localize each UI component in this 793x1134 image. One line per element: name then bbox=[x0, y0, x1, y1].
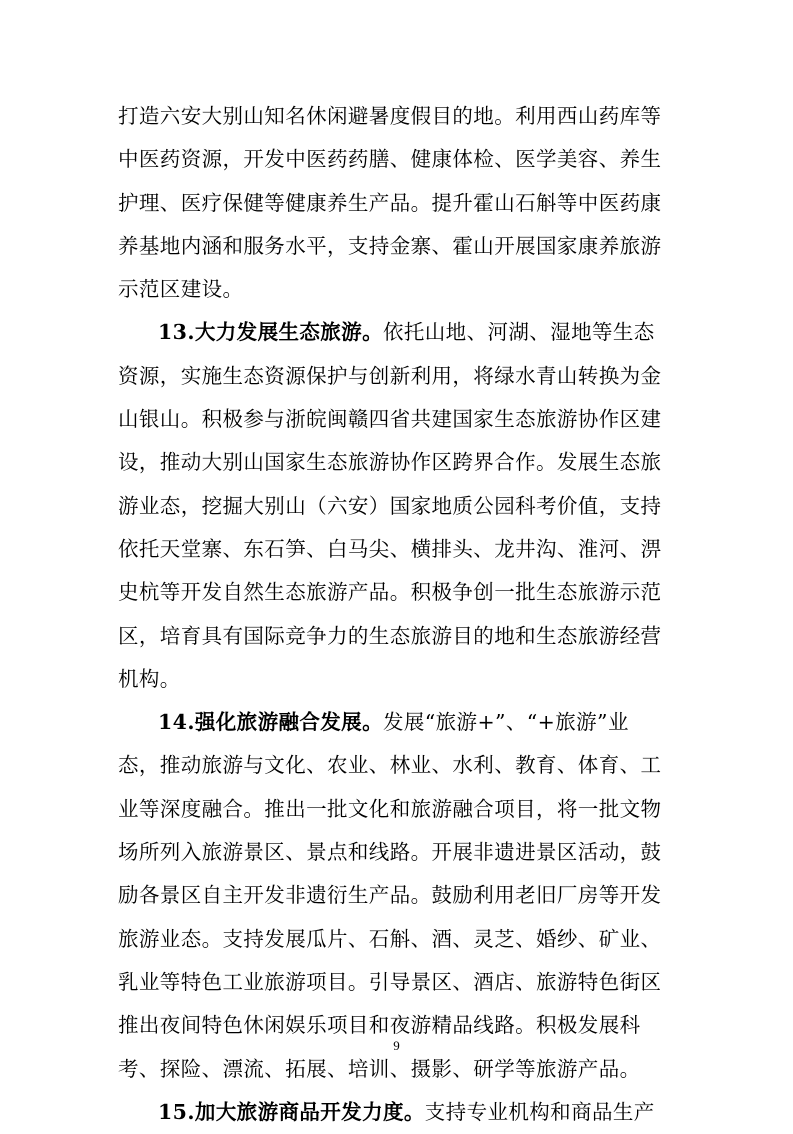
text-line: 区，培育具有国际竞争力的生态旅游目的地和生态旅游经营 bbox=[118, 623, 662, 648]
text-line: 推出夜间特色休闲娱乐项目和夜游精品线路。积极发展科 bbox=[118, 1013, 641, 1038]
text-line: 资源，实施生态资源保护与创新利用，将绿水青山转换为金 bbox=[118, 363, 662, 388]
text-line: 业等深度融合。推出一批文化和旅游融合项目，将一批文物 bbox=[118, 796, 662, 821]
text-line: 乳业等特色工业旅游项目。引导景区、酒店、旅游特色街区 bbox=[118, 969, 662, 994]
text-line: 场所列入旅游景区、景点和线路。开展非遗进景区活动，鼓 bbox=[118, 840, 662, 865]
text-line: 示范区建设。 bbox=[118, 277, 244, 302]
text-line: 打造六安大别山知名休闲避暑度假目的地。利用西山药库等 bbox=[118, 104, 662, 128]
text-line: 态，推动旅游与文化、农业、林业、水利、教育、体育、工 bbox=[118, 753, 662, 778]
text-line: 游业态，挖掘大别山（六安）国家地质公园科考价值，支持 bbox=[118, 493, 662, 518]
text-line: 机构。 bbox=[118, 666, 181, 691]
section-text: 支持专业机构和商品生产 bbox=[424, 1099, 655, 1124]
text-line: 旅游业态。支持发展瓜片、石斛、酒、灵芝、婚纱、矿业、 bbox=[118, 926, 662, 951]
section-heading-13: 13.大力发展生态旅游。 bbox=[158, 320, 383, 345]
section-heading-14: 14.强化旅游融合发展。 bbox=[158, 710, 383, 735]
text-line: 设，推动大别山国家生态旅游协作区跨界合作。发展生态旅 bbox=[118, 450, 662, 475]
text-line: 中医药资源，开发中医药药膳、健康体检、医学美容、养生 bbox=[118, 147, 662, 172]
page-number: 9 bbox=[393, 1038, 400, 1053]
document-body bbox=[118, 95, 680, 1134]
section-15-first-line bbox=[118, 1091, 680, 1134]
text-line: 护理、医疗保健等健康养生产品。提升霍山石斛等中医药康 bbox=[118, 190, 662, 215]
section-13-first-line bbox=[118, 311, 680, 354]
text-line: 依托天堂寨、东石笋、白马尖、横排头、龙井沟、淮河、淠 bbox=[118, 536, 662, 561]
text-line: 史杭等开发自然生态旅游产品。积极争创一批生态旅游示范 bbox=[118, 580, 662, 605]
section-heading-15: 15.加大旅游商品开发力度。 bbox=[158, 1099, 425, 1124]
section-text: 依托山地、河湖、湿地等生态 bbox=[382, 320, 655, 345]
text-line: 山银山。积极参与浙皖闽赣四省共建国家生态旅游协作区建 bbox=[118, 407, 662, 432]
text-line: 励各景区自主开发非遗衍生产品。鼓励利用老旧厂房等开发 bbox=[118, 883, 662, 908]
section-14-first-line bbox=[118, 701, 680, 744]
section-text: 发展“旅游+”、“+旅游”业 bbox=[382, 710, 629, 735]
text-line: 考、探险、漂流、拓展、培训、摄影、研学等旅游产品。 bbox=[118, 1056, 641, 1081]
text-line: 养基地内涵和服务水平，支持金寨、霍山开展国家康养旅游 bbox=[118, 233, 662, 258]
